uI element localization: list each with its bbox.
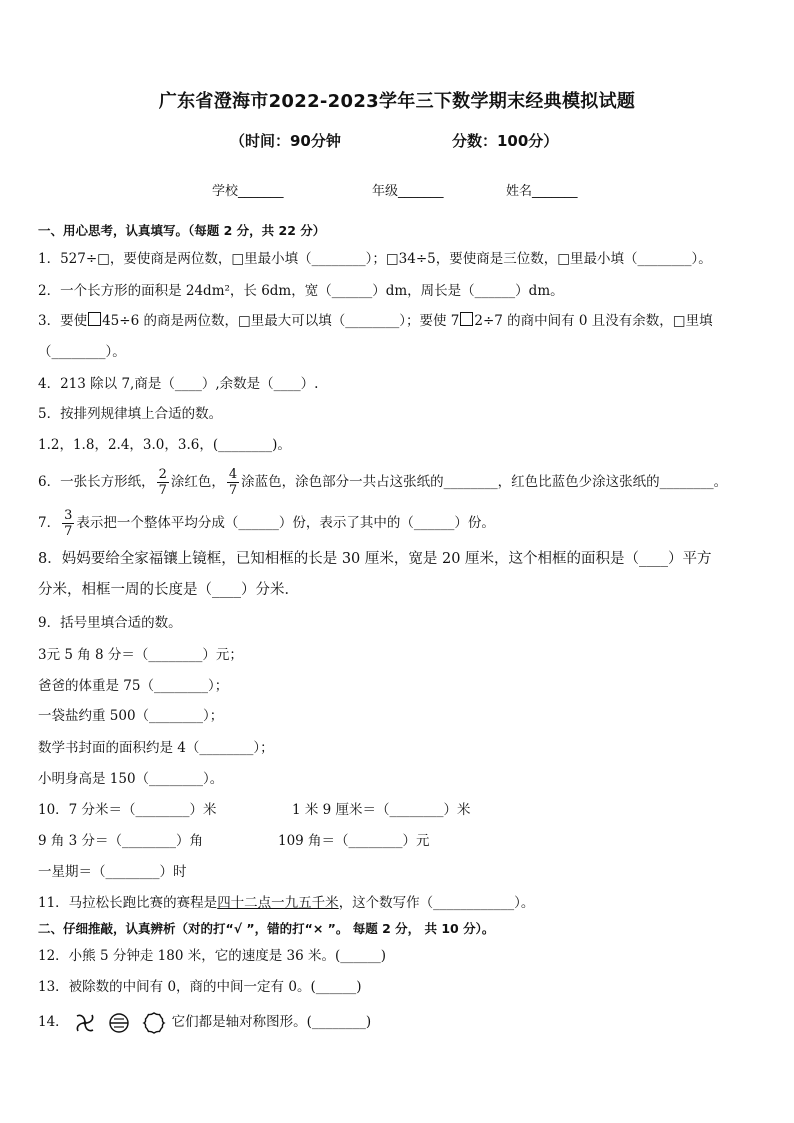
q11-part-b: ，这个数写作（____________）。 <box>338 895 535 911</box>
question-11 <box>38 893 534 913</box>
fraction-denominator: 7 <box>228 483 238 498</box>
q7-part-b: 表示把一个整体平均分成（______）份，表示了其中的（______）份。 <box>76 515 495 531</box>
question-10b: 1 米 9 厘米＝（________）米 <box>292 802 471 818</box>
question-8-cont: 分米，相框一周的长度是（____）分米． <box>38 582 299 598</box>
question-2: 2．一个长方形的面积是 24dm²，长 6dm，宽（______）dm，周长是（______）dm。 <box>38 283 564 299</box>
fraction <box>227 467 239 498</box>
score-label: 分数：100分） <box>452 132 559 150</box>
symmetry-figures <box>73 1009 172 1037</box>
section-2-heading: 二、仔细推敲，认真辨析（对的打“√ ”，错的打“× ”。 每题 2 分， 共 10 分）。 <box>38 921 495 936</box>
question-12: 12．小熊 5 分钟走 180 米，它的速度是 36 米。(______) <box>38 948 386 964</box>
question-10a: 10．7 分米＝（________）米 <box>38 802 217 818</box>
q6-part-a: 6．一张长方形纸， <box>38 474 155 490</box>
q7-part-a: 7． <box>38 515 61 531</box>
q3-part-a: 3．要使 <box>38 313 88 329</box>
question-9c: 一袋盐约重 500（________）； <box>38 708 224 724</box>
question-6 <box>38 465 727 499</box>
question-13: 13．被除数的中间有 0，商的中间一定有 0。(______) <box>38 979 362 995</box>
q3-part-b: 45÷6 的商是两位数，□里最大可以填（________）；要使 7 <box>102 313 460 329</box>
fraction-numerator: 4 <box>228 467 238 482</box>
question-9b: 爸爸的体重是 75（________）； <box>38 678 229 694</box>
fraction-denominator: 7 <box>158 483 167 498</box>
question-10d: 109 角＝（________）元 <box>278 833 430 849</box>
q14-part-a: 14． <box>38 1014 69 1030</box>
fraction-numerator: 2 <box>158 467 167 482</box>
page-title: 广东省澄海市2022-2023学年三下数学期末经典模拟试题 <box>158 91 636 112</box>
question-5-sequence: 1.2，1.8，2.4，3.0，3.6，(________)。 <box>38 437 291 453</box>
fraction-numerator: 3 <box>64 508 73 523</box>
question-5: 5．按排列规律填上合适的数。 <box>38 406 223 422</box>
question-7 <box>38 506 495 540</box>
question-9e: 小明身高是 150（________）。 <box>38 771 224 787</box>
blank-box <box>460 312 473 326</box>
school-field: 学校_______ <box>212 184 284 199</box>
question-4: 4．213 除以 7,商是（____）,余数是（____）. <box>38 376 319 392</box>
q6-part-b: 涂红色， <box>170 474 225 490</box>
fraction <box>62 508 74 539</box>
pinwheel-icon <box>73 1011 97 1035</box>
question-10e: 一星期＝（________）时 <box>38 864 187 880</box>
q6-part-c: 涂蓝色，涂色部分一共占这张纸的________，红色比蓝色少涂这张纸的________。 <box>241 474 728 490</box>
question-9d: 数学书封面的面积约是 4（________）； <box>38 740 274 756</box>
q14-part-b: 它们都是轴对称图形。(________) <box>171 1014 372 1030</box>
question-8: 8．妈妈要给全家福镶上镜框，已知相框的长是 30 厘米，宽是 20 厘米，这个相框的面积是（____）平方 <box>38 551 712 567</box>
question-1: 1．527÷□，要使商是两位数，□里最小填（________）；□34÷5，要使商是三位数，□里最小填（________）。 <box>38 251 712 267</box>
time-label: （时间：90分钟 <box>230 132 341 150</box>
flower-octagon-icon <box>142 1011 166 1035</box>
section-1-heading: 一、用心思考，认真填写。（每题 2 分，共 22 分） <box>38 223 326 238</box>
question-3 <box>38 311 713 331</box>
q3-part-c: 2÷7 的商中间有 0 且没有余数，□里填 <box>474 313 713 329</box>
q11-underlined: 四十二点一九五千米 <box>217 895 339 911</box>
circled-line-icon <box>107 1011 131 1035</box>
question-3-cont: （________）。 <box>38 344 126 360</box>
blank-box <box>88 312 101 326</box>
q11-part-a: 11．马拉松长跑比赛的赛程是 <box>38 895 218 911</box>
fraction <box>157 467 169 498</box>
question-14 <box>38 1008 371 1037</box>
question-9a: 3元 5 角 8 分＝（________）元； <box>38 647 243 663</box>
grade-field: 年级_______ <box>372 184 444 199</box>
question-10c: 9 角 3 分＝（________）角 <box>38 833 204 849</box>
fraction-denominator: 7 <box>64 524 73 539</box>
name-field: 姓名_______ <box>506 184 578 199</box>
question-9: 9．括号里填合适的数。 <box>38 615 182 631</box>
